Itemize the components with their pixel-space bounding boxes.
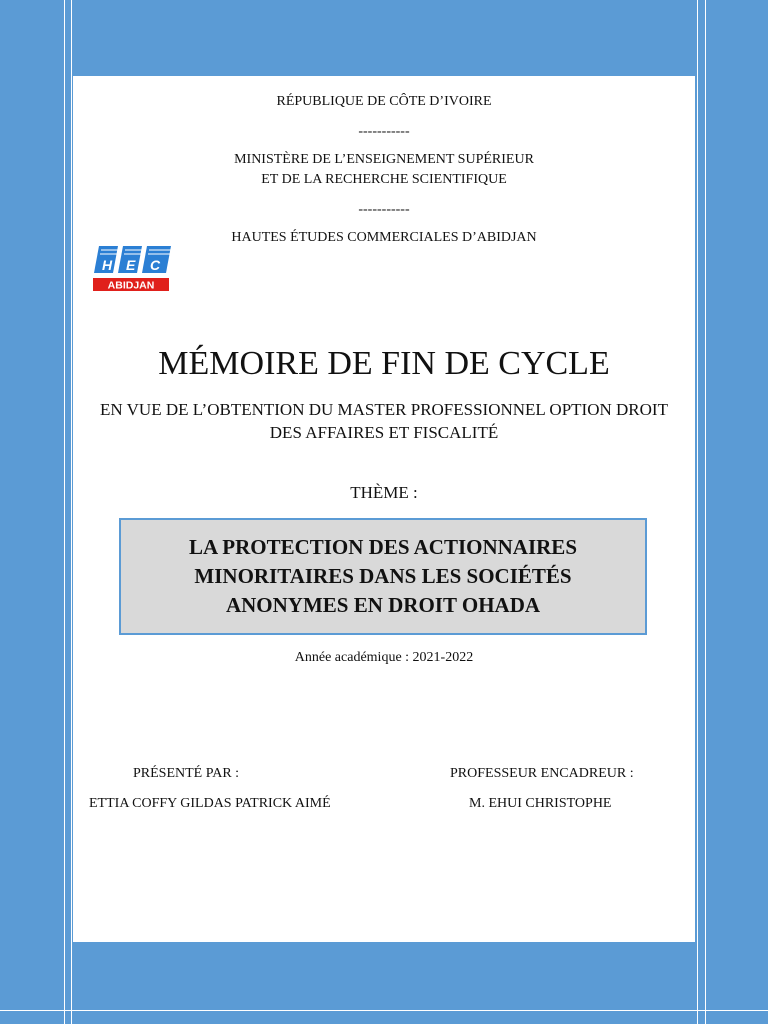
separator: ----------- bbox=[358, 124, 410, 139]
subtitle-line-1: EN VUE DE L’OBTENTION DU MASTER PROFESSIONNEL OPTION DROIT bbox=[100, 400, 668, 419]
ministry-line-1: MINISTÈRE DE L’ENSEIGNEMENT SUPÉRIEUR bbox=[234, 152, 534, 167]
theme-title-line-2: MINORITAIRES DANS LES SOCIÉTÉS bbox=[194, 564, 572, 588]
theme-title-line-3: ANONYMES EN DROIT OHADA bbox=[225, 593, 541, 617]
logo-letter-e: E bbox=[126, 257, 136, 273]
cover-page bbox=[73, 76, 695, 942]
author-name: ETTIA COFFY GILDAS PATRICK AIMÉ bbox=[89, 796, 331, 811]
school-name: HAUTES ÉTUDES COMMERCIALES D’ABIDJAN bbox=[231, 230, 537, 245]
border-bottom bbox=[0, 942, 768, 1024]
document-title: MÉMOIRE DE FIN DE CYCLE bbox=[158, 345, 610, 382]
border-line-right-inner bbox=[697, 0, 698, 1024]
academic-year: Année académique : 2021-2022 bbox=[294, 650, 474, 665]
border-top bbox=[0, 0, 768, 76]
border-line-right-outer bbox=[705, 0, 706, 1024]
subtitle-line-2: DES AFFAIRES ET FISCALITÉ bbox=[269, 423, 499, 442]
supervisor-label: PROFESSEUR ENCADREUR : bbox=[450, 766, 634, 781]
country-heading: RÉPUBLIQUE DE CÔTE D’IVOIRE bbox=[276, 94, 492, 109]
theme-box bbox=[119, 518, 647, 635]
logo-letter-c: C bbox=[150, 257, 161, 273]
supervisor-name: M. EHUI CHRISTOPHE bbox=[469, 796, 612, 811]
ministry-line-2: ET DE LA RECHERCHE SCIENTIFIQUE bbox=[261, 172, 507, 187]
theme-title-line-1: LA PROTECTION DES ACTIONNAIRES bbox=[188, 535, 577, 559]
theme-label: THÈME : bbox=[350, 483, 418, 502]
border-line-left-outer bbox=[64, 0, 65, 1024]
separator: ----------- bbox=[358, 202, 410, 217]
presented-by-label: PRÉSENTÉ PAR : bbox=[133, 766, 240, 781]
logo-city-text: ABIDJAN bbox=[107, 279, 155, 292]
border-line-bottom bbox=[0, 1010, 768, 1011]
border-left bbox=[0, 0, 73, 1024]
hec-abidjan-logo bbox=[91, 236, 173, 296]
theme-title bbox=[153, 533, 613, 620]
logo-letter-h: H bbox=[102, 257, 113, 273]
border-line-left-inner bbox=[71, 0, 72, 1024]
